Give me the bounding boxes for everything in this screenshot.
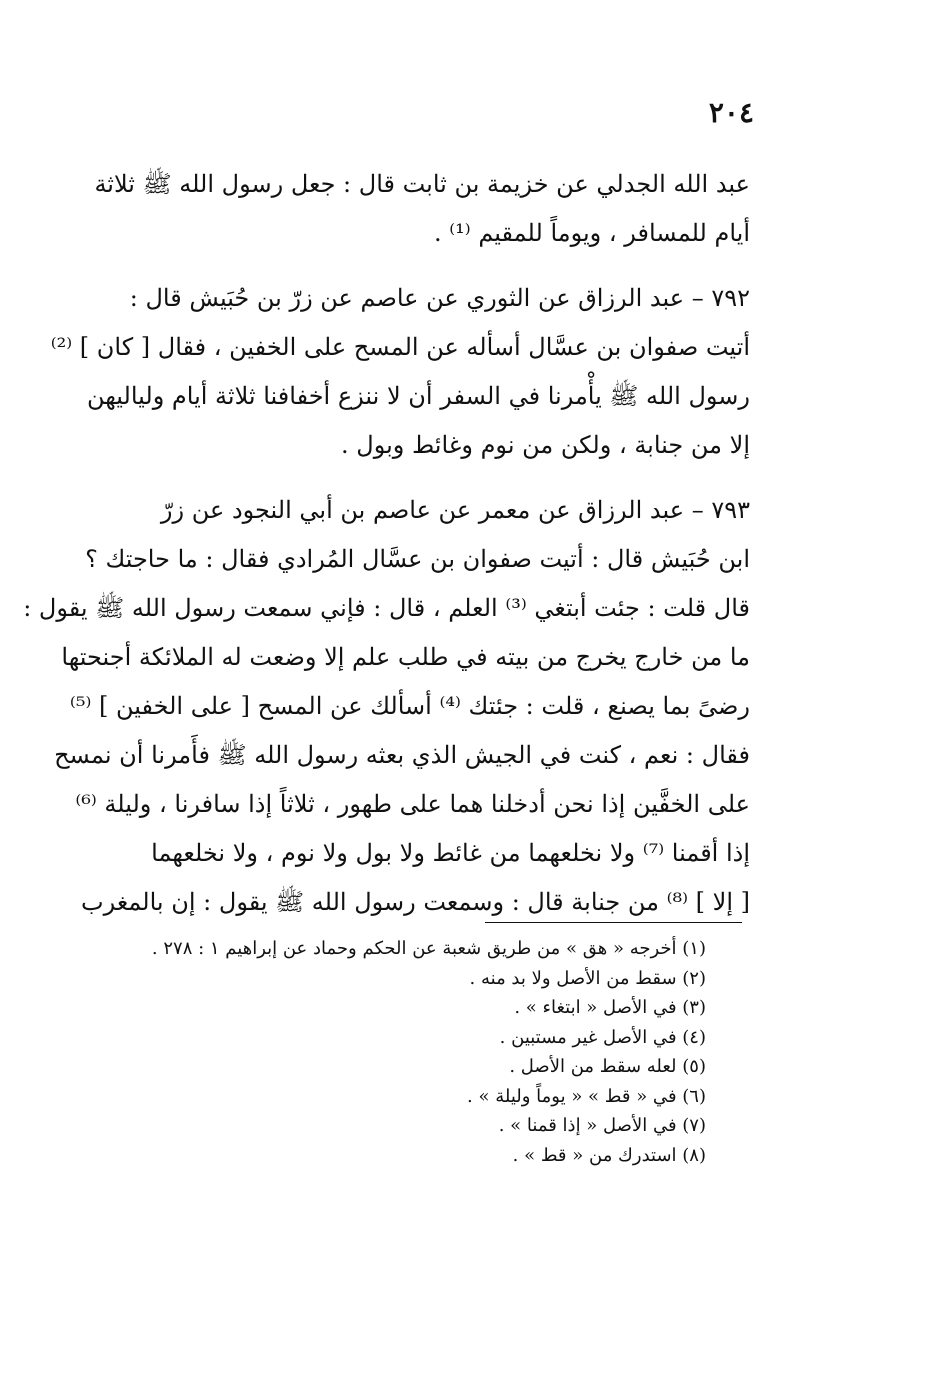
footnote-1: (١) أخرجه « هق » من طريق شعبة عن الحكم وحماد عن إبراهيم ١ : ٢٧٨ . [151,938,706,959]
text-line: أيام للمسافر ، ويوماً للمقيم ⁽¹⁾ . [434,219,750,247]
footnotes [146,934,706,1170]
footnote-8: (٨) استدرك من « قط » . [512,1144,706,1166]
footnote-3: (٣) في الأصل « ابتغاء » . [514,997,706,1018]
text-line: ابن حُبَيش قال : أتيت صفوان بن عسَّال المُرادي فقال : ما حاجتك ؟ [85,545,750,573]
footnote-4: (٤) في الأصل غير مستبين . [499,1026,706,1048]
text-line: فقال : نعم ، كنت في الجيش الذي بعثه رسول الله ﷺ فأَمرنا أن نمسح [54,741,750,769]
footnote-6: (٦) في « قط » « يوماً وليلة » . [467,1085,706,1107]
text-line: عبد الله الجدلي عن خزيمة بن ثابت قال : جعل رسول الله ﷺ ثلاثة [94,170,750,198]
text-line-hadith-793: ٧٩٣ – عبد الرزاق عن معمر عن عاصم بن أبي النجود عن زرّ [160,496,750,524]
text-line: إلا من جنابة ، ولكن من نوم وغائط وبول . [341,431,750,459]
paragraph-gap [70,258,750,274]
text-line: ما من خارج يخرج من بيته في طلب علم إلا وضعت له الملائكة أجنحتها [61,643,750,671]
footnote-5: (٥) لعله سقط من الأصل . [509,1056,706,1077]
paragraph-gap [70,470,750,486]
text-line: على الخفَّين إذا نحن أدخلنا هما على طهور ، ثلاثاً إذا سافرنا ، وليلة ⁽⁶⁾ [75,790,750,818]
text-line: أتيت صفوان بن عسَّال أسأله عن المسح على الخفين ، فقال [ كان ] ⁽²⁾ [50,333,750,361]
main-text [23,160,750,927]
text-line: رضىً بما يصنع ، قلت : جئتك ⁽⁴⁾ أسألك عن المسح [ على الخفين ] ⁽⁵⁾ [69,692,750,720]
footnote-divider [485,922,742,923]
footnote-2: (٢) سقط من الأصل ولا بد منه . [469,967,706,989]
text-line-hadith-792: ٧٩٢ – عبد الرزاق عن الثوري عن عاصم عن زرّ بن حُبَيش قال : [129,284,750,312]
page-number: ٢٠٤ [708,96,754,129]
text-line: إذا أقمنا ⁽⁷⁾ ولا نخلعهما من غائط ولا بول ولا نوم ، ولا نخلعهما [151,839,750,867]
text-line: رسول الله ﷺ يأْمرنا في السفر أن لا ننزع أخفافنا ثلاثة أيام ولياليهن [86,382,750,410]
text-line: [ إلا ] ⁽⁸⁾ من جنابة قال : وسمعت رسول الله ﷺ يقول : إن بالمغرب [81,888,750,916]
footnote-7: (٧) في الأصل « إذا قمنا » . [498,1115,706,1136]
text-line: قال قلت : جئت أبتغي ⁽³⁾ العلم ، قال : فإني سمعت رسول الله ﷺ يقول : [23,594,750,622]
